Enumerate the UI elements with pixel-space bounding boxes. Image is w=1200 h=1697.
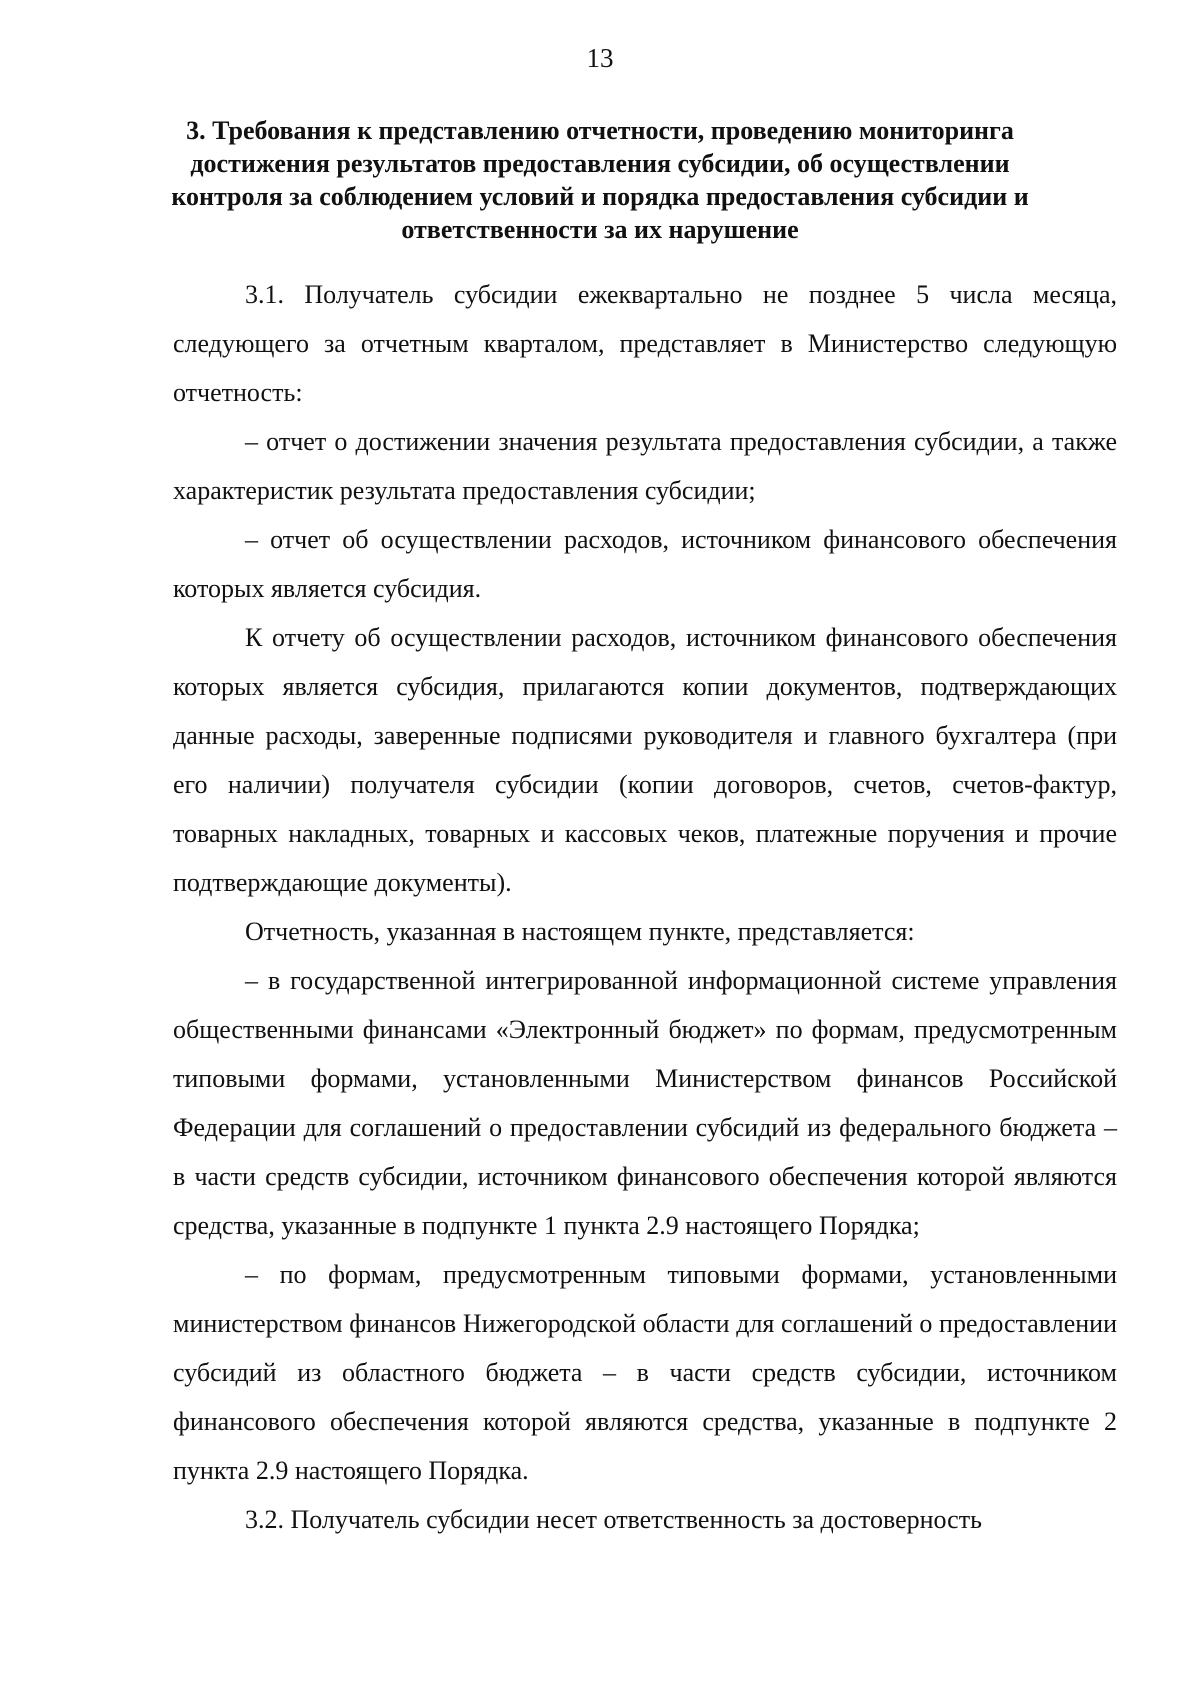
section-heading: 3. Требования к представлению отчетности, проведению мониторинга достижения результатов предоставления субсидии, об осуществлении контроля за соблюдением условий и порядка предоставления субсидии и ответственности за их нарушение [171, 116, 1029, 244]
paragraph-3-1: 3.1. Получатель субсидии ежеквартально не позднее 5 числа месяца, следующего за отчетным кварталом, представляет в Министерство следующую отчетность: [173, 280, 1117, 407]
paragraph-3-2: 3.2. Получатель субсидии несет ответственность за достоверность [245, 1505, 982, 1534]
page-number: 13 [586, 43, 614, 73]
paragraph-regional-forms: – по формам, предусмотренным типовыми формами, установленными министерством финансов Нижегородской области для соглашений о предоставлении субсидий из областного бюджета – в части средств субсидии, источником финансового обеспечения которой являются средства, указанные в подпункте 2 пункта 2.9 настоящего Порядка. [173, 1260, 1117, 1485]
paragraph-submission-intro: Отчетность, указанная в настоящем пункте, представляется: [245, 917, 915, 946]
paragraph-attachments: К отчету об осуществлении расходов, источником финансового обеспечения которых является субсидия, прилагаются копии документов, подтверждающих данные расходы, заверенные подписями руководителя и главного бухгалтера (при его наличии) получателя субсидии (копии договоров, счетов, счетов-фактур, товарных накладных, товарных и кассовых чеков, платежные поручения и прочие подтверждающие документы). [173, 623, 1117, 897]
paragraph-report-results: – отчет о достижении значения результата предоставления субсидии, а также характеристик результата предоставления субсидии; [173, 427, 1117, 505]
paragraph-electronic-budget: – в государственной интегрированной информационной системе управления общественными финансами «Электронный бюджет» по формам, предусмотренным типовыми формами, установленными Министерством финансов Российской Федерации для соглашений о предоставлении субсидий из федерального бюджета – в части средств субсидии, источником финансового обеспечения которой являются средства, указанные в подпункте 1 пункта 2.9 настоящего Порядка; [173, 966, 1117, 1240]
document-body [173, 270, 1117, 1544]
paragraph-report-expenses: – отчет об осуществлении расходов, источником финансового обеспечения которых является субсидия. [173, 525, 1117, 603]
